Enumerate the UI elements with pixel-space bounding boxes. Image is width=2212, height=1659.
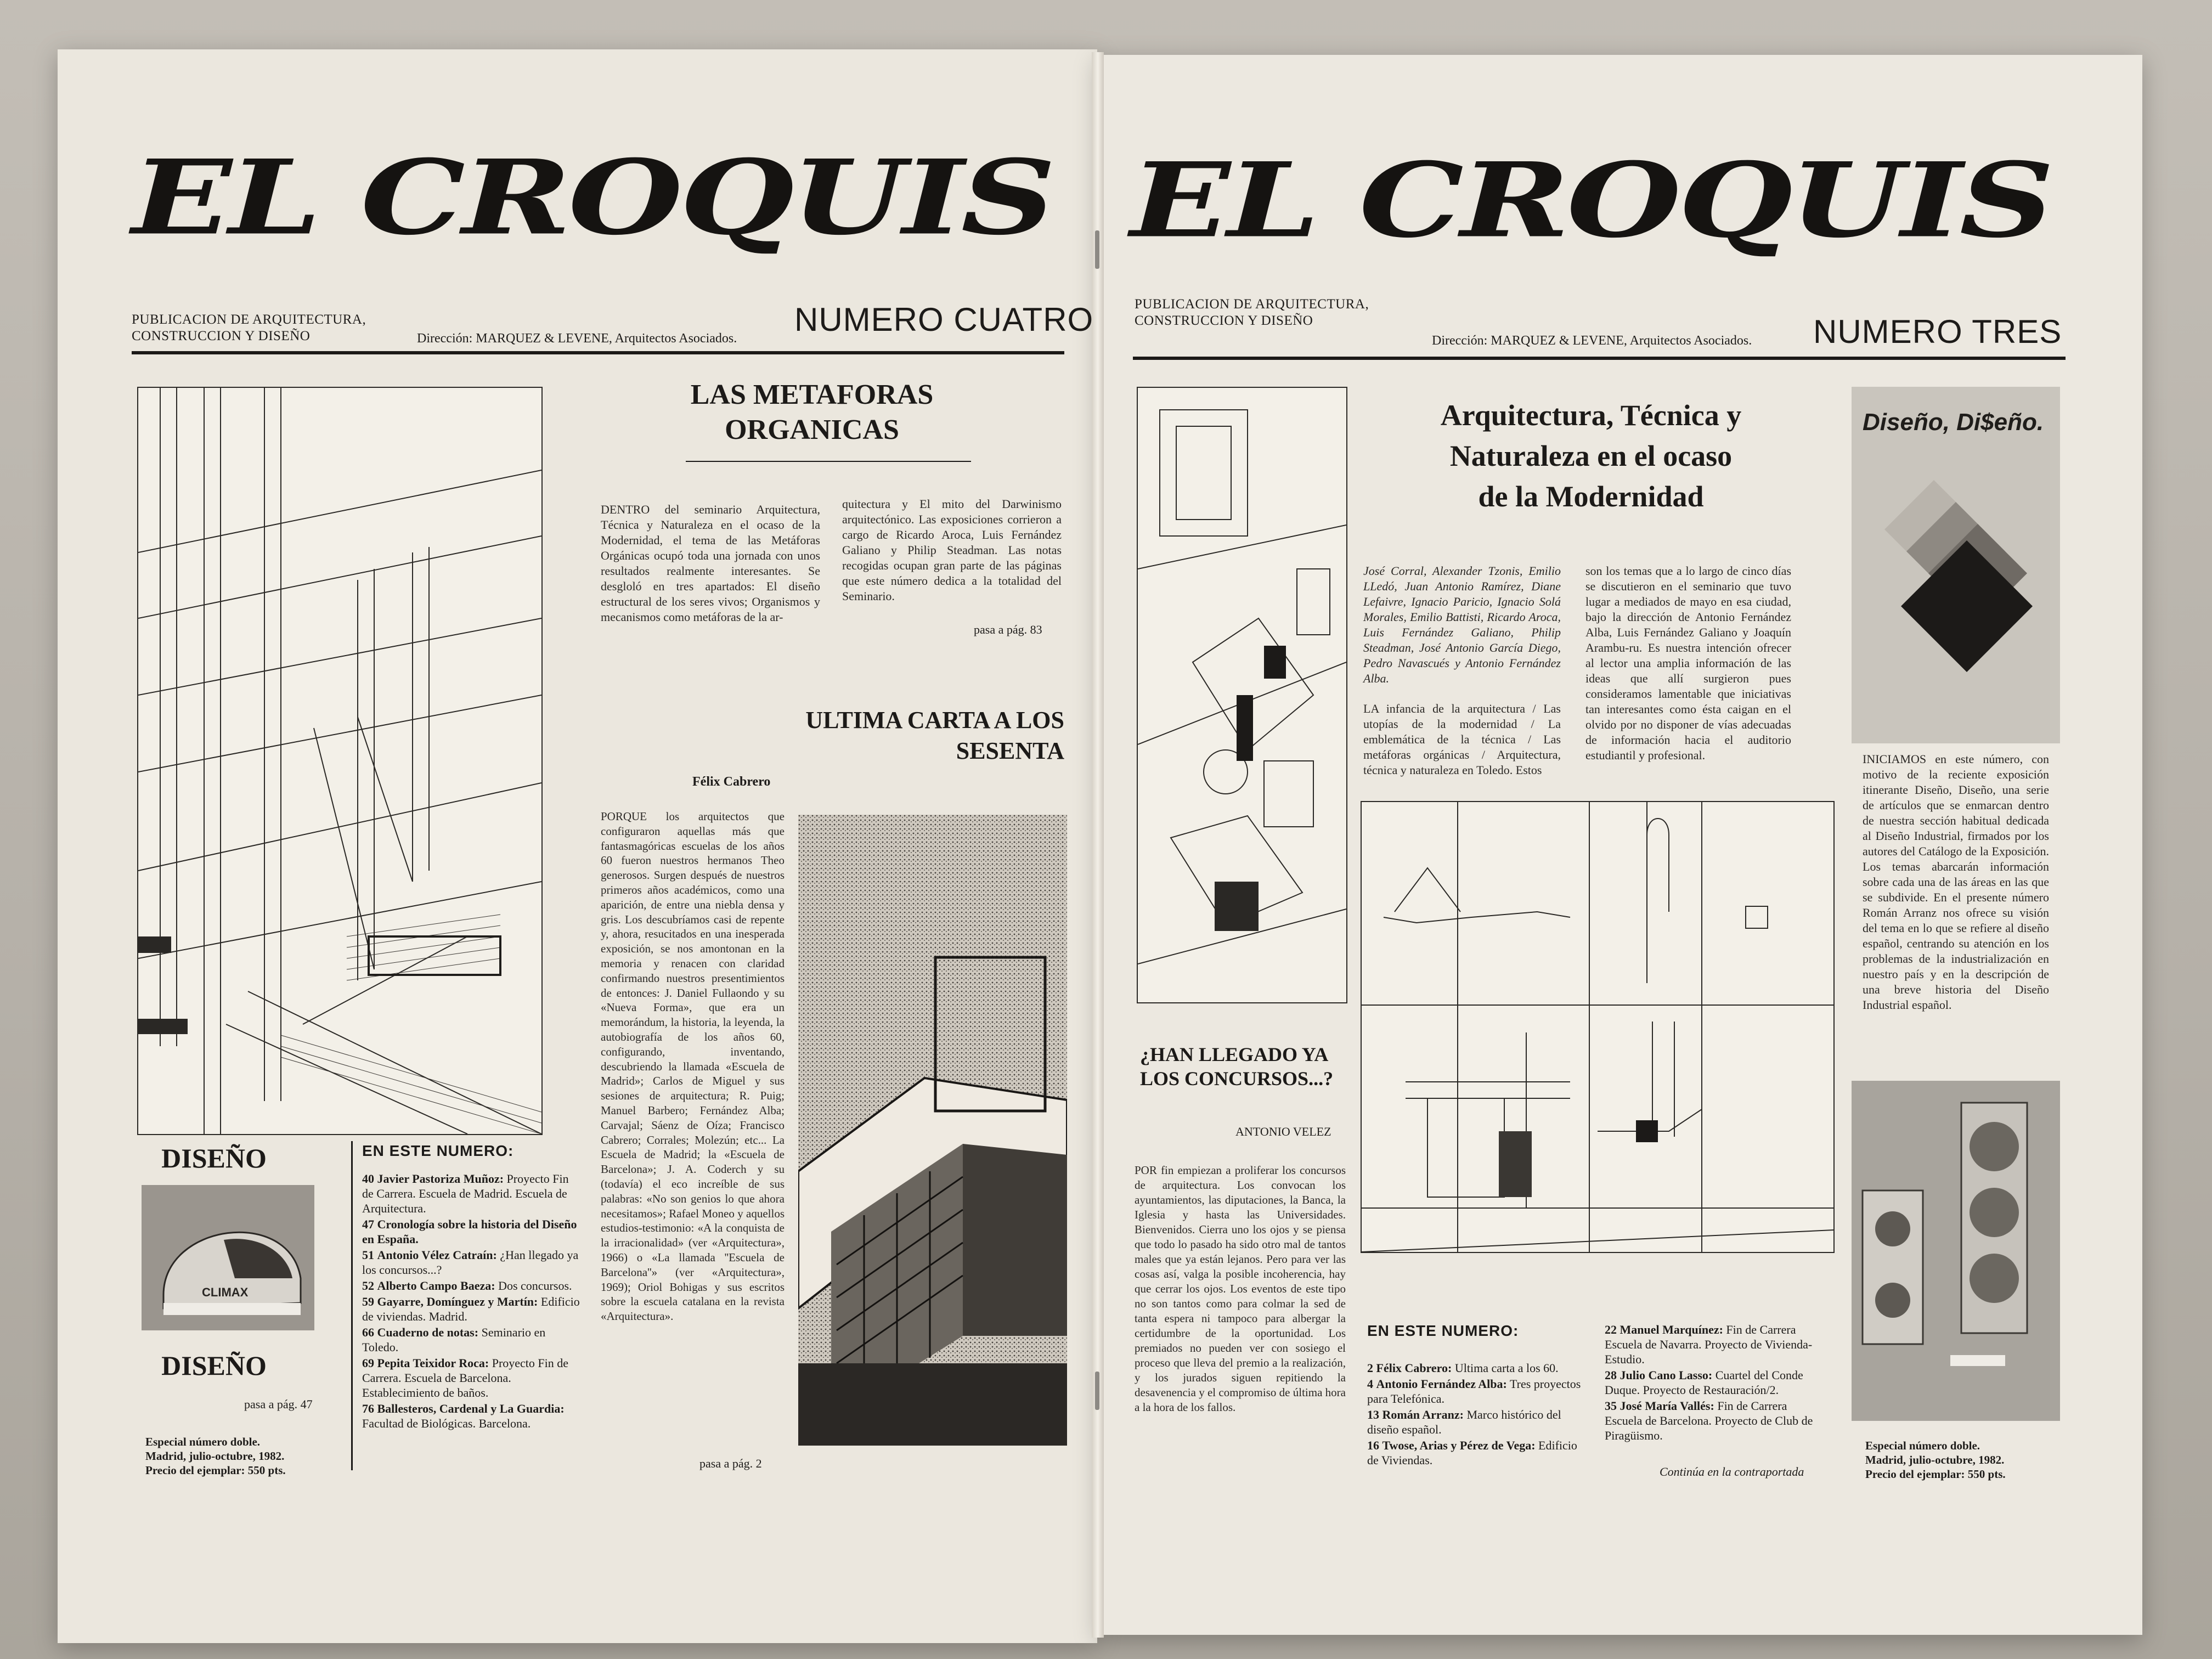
direccion-left: Dirección: MARQUEZ & LEVENE, Arquitectos Asociados. bbox=[417, 331, 737, 346]
diseno-label-top: DISEÑO bbox=[161, 1143, 267, 1173]
toc-entry-title: Román Arranz: bbox=[1382, 1408, 1464, 1421]
toc-entry-description: ¿Han llegado ya los concursos...? bbox=[362, 1248, 579, 1277]
toc-entry bbox=[1367, 1361, 1587, 1375]
toc-entry bbox=[362, 1294, 582, 1324]
direccion-right: Dirección: MARQUEZ & LEVENE, Arquitectos Asociados. bbox=[1432, 334, 1752, 348]
diseno-poster-text: Diseño, Di$eño. bbox=[1863, 409, 2044, 436]
article-title-metaforas: LAS METAFORAS ORGANICAS bbox=[690, 379, 934, 445]
continua-contraportada: Continúa en la contraportada bbox=[1660, 1465, 1804, 1479]
toc-page-number: 13 bbox=[1367, 1408, 1379, 1421]
toc-list-left bbox=[362, 1171, 582, 1432]
metaforas-col-1: DENTRO del seminario Arquitectura, Técnica y Naturaleza en el ocaso de la Modernidad, el tema de las Metáforas Orgánicas ocupó toda una jornada con unos resultados realmente interesantes. Se desgloló en tres apartados: El diseño estructural de los seres vivos; Organismos y mecanismos como metáforas de la ar- bbox=[601, 503, 820, 624]
site-plan-drawing bbox=[1137, 387, 1347, 1003]
especial-note-left: Especial número doble. Madrid, julio-octubre, 1982. Precio del ejemplar: 550 pts. bbox=[145, 1435, 286, 1477]
toc-entry-description: Marco histórico del diseño español. bbox=[1367, 1408, 1561, 1436]
byline-felix-cabrero: Félix Cabrero bbox=[692, 775, 771, 789]
toc-entry-description: Ultima carta a los 60. bbox=[1454, 1361, 1559, 1375]
toc-entry-description: Cuartel del Conde Duque. Proyecto de Restauración/2. bbox=[1605, 1368, 1803, 1397]
ultima-carta-body: PORQUE los arquitectos que configuraron aquellas más que fantasmagóricas escuelas de los años 60 fueron nuestros hermanos Theo generosos. Surgen después de nuestros primeros años académicos, como una aparición, de entre una niebla densa y gris. Los descubríamos casi de repente y, ahora, resucitados en una inesperada exposición, se nos amontonan en la memoria y renacen con claridad confirmando nuestros presentimientos de entonces: J. Daniel Fullaondo y su «Nueva Forma», que era un memorándum, la historia, la leyenda, la autobiografía de los años 60, configurando, inventando, descubriendo la llamada «Escuela de Madrid»; Carlos de Miguel y sus sesiones de arquitectura; R. Puig; Manuel Barbero; Fernández Alba; Carvajal; Sáenz de Oíza; Francisco Cabrero; Corrales; Molezún; etc... La Escuela de Madrid; la «Escuela de Barcelona»; J. A. Coderch y su (todavía) el eco increíble de sus palabras: «No son genios lo que ahora necesitamos»; Rafael Moneo y aquellos estudios-testimonio: «A la conquista de la irracionalidad» (ver «Arquitectura», 1966) o «La llamada ''Escuela de Barcelona''» (ver «Arquitectura», 1969); Oriol Bohigas y sus escritos sobre la escuela catalana en la revista «Arquitectura». bbox=[601, 810, 785, 1323]
toc-entry-description: Facultad de Biológicas. Barcelona. bbox=[362, 1417, 531, 1430]
toc-entry bbox=[362, 1356, 582, 1400]
toc-entry bbox=[362, 1248, 582, 1277]
toc-entry-title: Alberto Campo Baeza: bbox=[377, 1279, 495, 1293]
toc-entry-title: Twose, Arias y Pérez de Vega: bbox=[1382, 1438, 1536, 1452]
toc-entry-title: Antonio Fernández Alba: bbox=[1376, 1377, 1507, 1391]
concursos-title: ¿HAN LLEGADO YA LOS CONCURSOS...? bbox=[1140, 1043, 1334, 1090]
main-article-title: Arquitectura, Técnica y Naturaleza en el ocaso de la Modernidad bbox=[1440, 399, 1742, 513]
pasa-pag-2: pasa a pág. 2 bbox=[699, 1457, 762, 1470]
diseno-poster bbox=[1852, 387, 2060, 743]
toc-entry-title: Félix Cabrero: bbox=[1376, 1361, 1452, 1375]
toc-entry-title: Cronología sobre la historia del Diseño en España. bbox=[362, 1217, 577, 1246]
toc-entry-description: Dos concursos. bbox=[498, 1279, 572, 1293]
helmet-photo bbox=[142, 1185, 314, 1330]
diseno-label-bottom: DISEÑO bbox=[161, 1350, 267, 1381]
toc-page-number: 76 bbox=[362, 1402, 374, 1415]
toc-entry bbox=[362, 1278, 582, 1293]
publication-line-right: PUBLICACION DE ARQUITECTURA, CONSTRUCCION Y DISEÑO bbox=[1135, 297, 1369, 328]
toc-page-number: 2 bbox=[1367, 1361, 1373, 1375]
issue-number-right: NUMERO TRES bbox=[1813, 313, 2062, 350]
issue-number-left: NUMERO CUATRO bbox=[794, 301, 1094, 338]
toc-entry bbox=[1367, 1407, 1587, 1437]
toc-entry-title: Manuel Marquínez: bbox=[1620, 1323, 1723, 1336]
concursos-body: POR fin empiezan a proliferar los concursos de arquitectura. Los convocan los ayuntamientos, las diputaciones, la Banca, la Iglesia y hasta las Universidades. Bienvenidos. Cierra uno los ojos y se piensa que todo lo pasado ha sido otro mal de tantos males que ya están lejanos. Pero para ver las cosas así, valga la posible incoherencia, hay que cerrar los ojos. Los eventos de este tipo no son tantos como para colmar la sed de tanta espera ni tampoco para albergar la certidumbre de la oportunidad. Los premiados no pueden ver con sosiego el proceso que lleva del premio a la realización, y los jurados siguen repitiendo la desavenencia y el compromiso de última hora a la hora de los fallos. bbox=[1135, 1164, 1346, 1414]
toc-entry-title: Julio Cano Lasso: bbox=[1620, 1368, 1713, 1382]
toc-entry bbox=[1605, 1398, 1827, 1443]
toc-entry-description: Proyecto Fin de Carrera. Escuela de Madrid. Escuela de Arquitectura. bbox=[362, 1172, 569, 1215]
toc-entry-description: Edificio de viviendas. Madrid. bbox=[362, 1295, 580, 1323]
toc-divider-left bbox=[351, 1141, 353, 1470]
toc-entry bbox=[362, 1217, 582, 1246]
toc-entry-description: Fin de Carrera Escuela de Navarra. Proyecto de Vivienda-Estudio. bbox=[1605, 1323, 1813, 1366]
toc-page-number: 52 bbox=[362, 1279, 374, 1293]
masthead-left: EL CROQUIS bbox=[132, 137, 1053, 258]
toc-page-number: 35 bbox=[1605, 1399, 1617, 1413]
toc-page-number: 28 bbox=[1605, 1368, 1617, 1382]
toc-entry-description: Seminario en Toledo. bbox=[362, 1325, 546, 1354]
toc-entry-title: José María Vallés: bbox=[1620, 1399, 1714, 1413]
main-article-authors: José Corral, Alexander Tzonis, Emilio LLedó, Juan Antonio Ramírez, Diane Lefaivre, Ignacio Paricio, Ignacio Solá Morales, Emilio Battisti, Ricardo Aroca, Luis Fernández Galiano, Philip Steadman, José Antonio García Diego, Pedro Navascués y Antonio Fernández Alba. bbox=[1363, 564, 1561, 685]
toc-entry bbox=[1367, 1438, 1587, 1468]
toc-title-left: EN ESTE NUMERO: bbox=[362, 1142, 514, 1159]
toc-list-right-1 bbox=[1367, 1361, 1587, 1469]
toc-entry-description: Fin de Carrera Escuela de Barcelona. Proyecto de Club de Piragüismo. bbox=[1605, 1399, 1813, 1442]
staple bbox=[1095, 230, 1099, 269]
toc-page-number: 59 bbox=[362, 1295, 374, 1308]
axonometric-drawing bbox=[137, 387, 543, 1135]
toc-entry-title: Ballesteros, Cardenal y La Guardia: bbox=[377, 1402, 565, 1415]
toc-title-right: EN ESTE NUMERO: bbox=[1367, 1322, 1519, 1339]
toc-entry-description: Tres proyectos para Telefónica. bbox=[1367, 1377, 1581, 1406]
toc-page-number: 51 bbox=[362, 1248, 374, 1262]
main-article-col-1: LA infancia de la arquitectura / Las utopías de la modernidad / La emblemática de la técnica / Las metáforas orgánicas / Arquitectura, técnica y naturaleza en Toledo. Estos bbox=[1363, 702, 1561, 777]
helmet-brand: CLIMAX bbox=[202, 1285, 249, 1299]
toc-entry-title: Gayarre, Domínguez y Martín: bbox=[377, 1295, 538, 1308]
toc-entry bbox=[1605, 1322, 1827, 1367]
diseno-pasa-pag-47: pasa a pág. 47 bbox=[244, 1397, 313, 1411]
toc-list-right-2 bbox=[1605, 1322, 1827, 1444]
masthead-right: EL CROQUIS bbox=[1130, 140, 2051, 261]
diseno-article-body: INICIAMOS en este número, con motivo de la reciente exposición itinerante Diseño, Diseño, una serie de artículos que se enmarcan dentro de nuestra sección habitual dedicada al Diseño Industrial, firmados por los autores del Catálogo de la Exposición. Los temas abarcarán información sobre cada una de las áreas en las que se subdivide. En el presente número Román Arranz nos ofrece su visión del tema en lo que se refiere al diseño español, centrando su atención en los problemas de la industrialización en nuestro país y en la descripción de una breve historia del Diseño Industrial español. bbox=[1863, 752, 2049, 1012]
toc-entry-title: Antonio Vélez Catraín: bbox=[377, 1248, 497, 1262]
article-title-ultima-carta: ULTIMA CARTA A LOS SESENTA bbox=[805, 707, 1064, 764]
toc-page-number: 22 bbox=[1605, 1323, 1617, 1336]
toc-entry-title: Javier Pastoriza Muñoz: bbox=[377, 1172, 504, 1186]
toc-page-number: 47 bbox=[362, 1217, 374, 1231]
byline-antonio-velez: ANTONIO VELEZ bbox=[1235, 1125, 1331, 1138]
toc-entry bbox=[362, 1325, 582, 1355]
toc-entry-description: Proyecto Fin de Carrera. Escuela de Barcelona. Establecimiento de baños. bbox=[362, 1356, 569, 1400]
traffic-light-photo bbox=[1852, 1081, 2060, 1421]
especial-note-right: Especial número doble. Madrid, julio-octubre, 1982. Precio del ejemplar: 550 pts. bbox=[1865, 1439, 2006, 1481]
toc-entry bbox=[1605, 1368, 1827, 1397]
staple bbox=[1095, 1372, 1099, 1410]
toc-page-number: 4 bbox=[1367, 1377, 1373, 1391]
toc-entry bbox=[362, 1401, 582, 1431]
toc-entry-title: Pepita Teixidor Roca: bbox=[377, 1356, 489, 1370]
title-underline bbox=[686, 461, 971, 462]
toc-page-number: 40 bbox=[362, 1172, 374, 1186]
section-drawings bbox=[1361, 801, 1835, 1253]
toc-page-number: 66 bbox=[362, 1325, 374, 1339]
metaforas-col-2: quitectura y El mito del Darwinismo arquitectónico. Las exposiciones corrieron a cargo de Ricardo Aroca, Luis Fernández Galiano y Philip Steadman. Las notas recogidas ocupan gran parte de las páginas que este número dedica a la totalidad del Seminario. bbox=[842, 497, 1062, 603]
masthead-rule-left bbox=[132, 351, 1064, 354]
building-photo bbox=[798, 815, 1067, 1446]
toc-entry-title: Cuaderno de notas: bbox=[377, 1325, 479, 1339]
pasa-pag-83: pasa a pág. 83 bbox=[974, 623, 1042, 636]
toc-page-number: 69 bbox=[362, 1356, 374, 1370]
main-article-col-2: son los temas que a lo largo de cinco días se discutieron en el seminario que tuvo lugar a mediados de mayo en esa ciudad, bajo la dirección de Antonio Fernández Alba, Luis Fernández Galiano y Joaquín Arambu-ru. Es nuestra intención ofrecer al lector una amplia información de las ideas que allí surgieron pues consideramos lamentable que iniciativas tan interesantes como ésta caigan en el olvido por no disponer de vías adecuadas de información hacia el auditorio estudiantil y profesional. bbox=[1585, 564, 1791, 762]
toc-entry bbox=[1367, 1376, 1587, 1406]
toc-entry bbox=[362, 1171, 582, 1216]
masthead-rule-right bbox=[1133, 357, 2066, 360]
toc-entry-description: Edificio de Viviendas. bbox=[1367, 1438, 1577, 1467]
publication-line-left: PUBLICACION DE ARQUITECTURA, CONSTRUCCION Y DISEÑO bbox=[132, 312, 366, 343]
toc-page-number: 16 bbox=[1367, 1438, 1379, 1452]
